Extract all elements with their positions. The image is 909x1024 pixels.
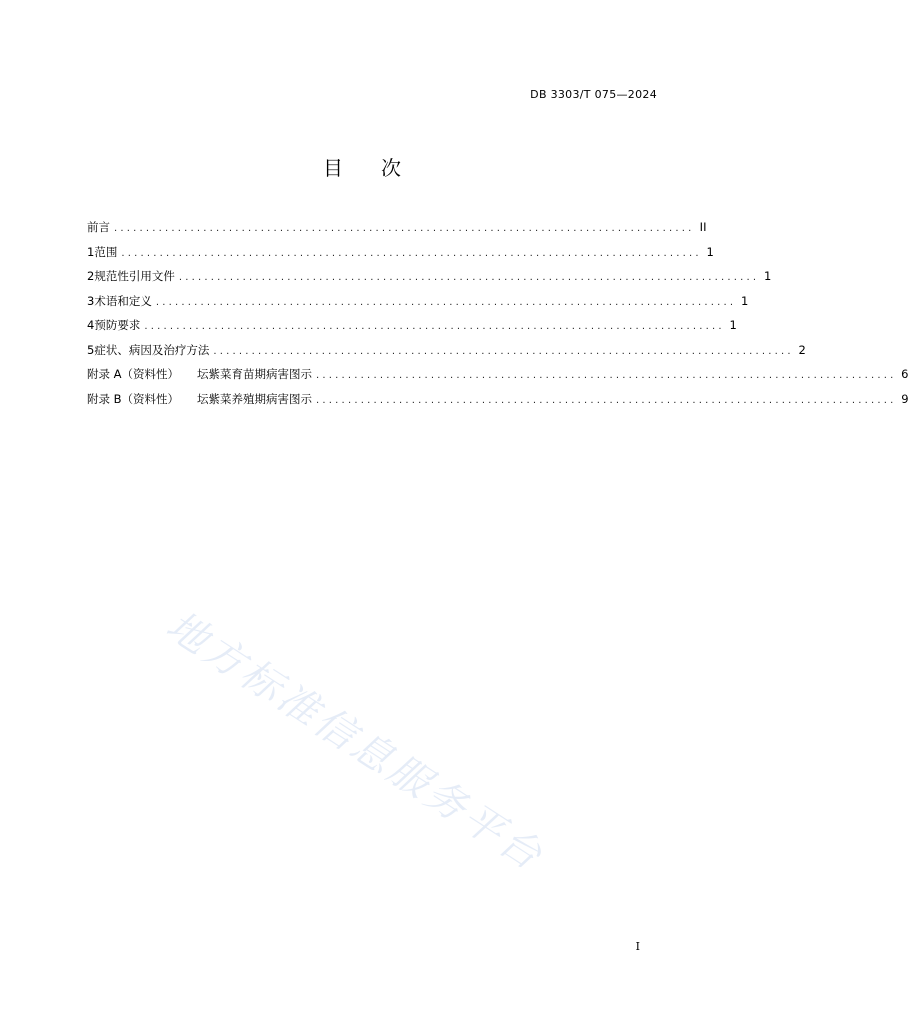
toc-page-number: 1 [740,293,749,308]
toc-page-number: 6 [901,367,909,381]
toc-title-char-2: 次 [381,156,401,180]
toc-entry-title: 预防要求 [94,318,141,332]
toc-appendix-label: 附录 A（资料性） [87,367,180,381]
page-number: I [635,940,640,953]
toc-entry-number: 5 [87,342,95,357]
toc-entry-title: 规范性引用文件 [94,269,175,283]
toc-title-char-1: 目 [323,156,343,180]
toc-entry-appendix-a[interactable] [87,364,909,389]
toc-entry-terms-definitions[interactable] [87,291,749,316]
toc-page-number: 1 [706,244,714,259]
toc-entry-foreword[interactable] [87,217,707,242]
toc-leader-dots: ........................................................................................... [316,394,897,406]
toc-leader-dots: ........................................................................................... [121,247,702,259]
toc-entry-scope[interactable] [87,242,714,267]
toc-page-number: 2 [798,342,806,357]
toc-entry-number: 2 [87,269,95,283]
toc-entry-appendix-b[interactable] [87,389,909,414]
toc-entry-prevention-requirements[interactable] [87,315,737,340]
toc-title [0,152,724,181]
watermark: 地方标准信息服务平台 [158,602,553,881]
toc-entry-number: 1 [87,244,95,259]
toc-entry-normative-references[interactable] [87,266,772,291]
toc-entry-title: 坛紫菜育苗期病害图示 [197,367,313,381]
toc-entry-title: 前言 [87,220,110,234]
toc-entry-symptoms-treatment[interactable] [87,340,806,365]
toc-page-number: II [699,220,707,234]
toc-entry-title: 范围 [94,244,118,259]
toc-leader-dots: ........................................................................................... [155,296,737,308]
toc-page-number: 9 [901,391,909,406]
toc-entry-title: 术语和定义 [94,293,152,308]
toc-leader-dots: ........................................................................................... [114,223,695,234]
toc-leader-dots: ........................................................................................... [178,272,760,283]
table-of-contents [87,217,909,413]
toc-leader-dots: ........................................................................................... [144,321,725,332]
toc-appendix-label: 附录 B（资料性） [87,391,180,406]
toc-entry-title: 坛紫菜养殖期病害图示 [197,391,313,406]
toc-entry-title: 症状、病因及治疗方法 [94,342,210,357]
toc-leader-dots: ........................................................................................... [213,345,794,357]
toc-entry-number: 4 [87,318,95,332]
toc-entry-number: 3 [87,293,95,308]
document-code: DB 3303/T 075—2024 [530,88,657,101]
toc-leader-dots: ........................................................................................... [316,370,897,381]
toc-page-number: 1 [763,269,772,283]
toc-page-number: 1 [729,318,737,332]
